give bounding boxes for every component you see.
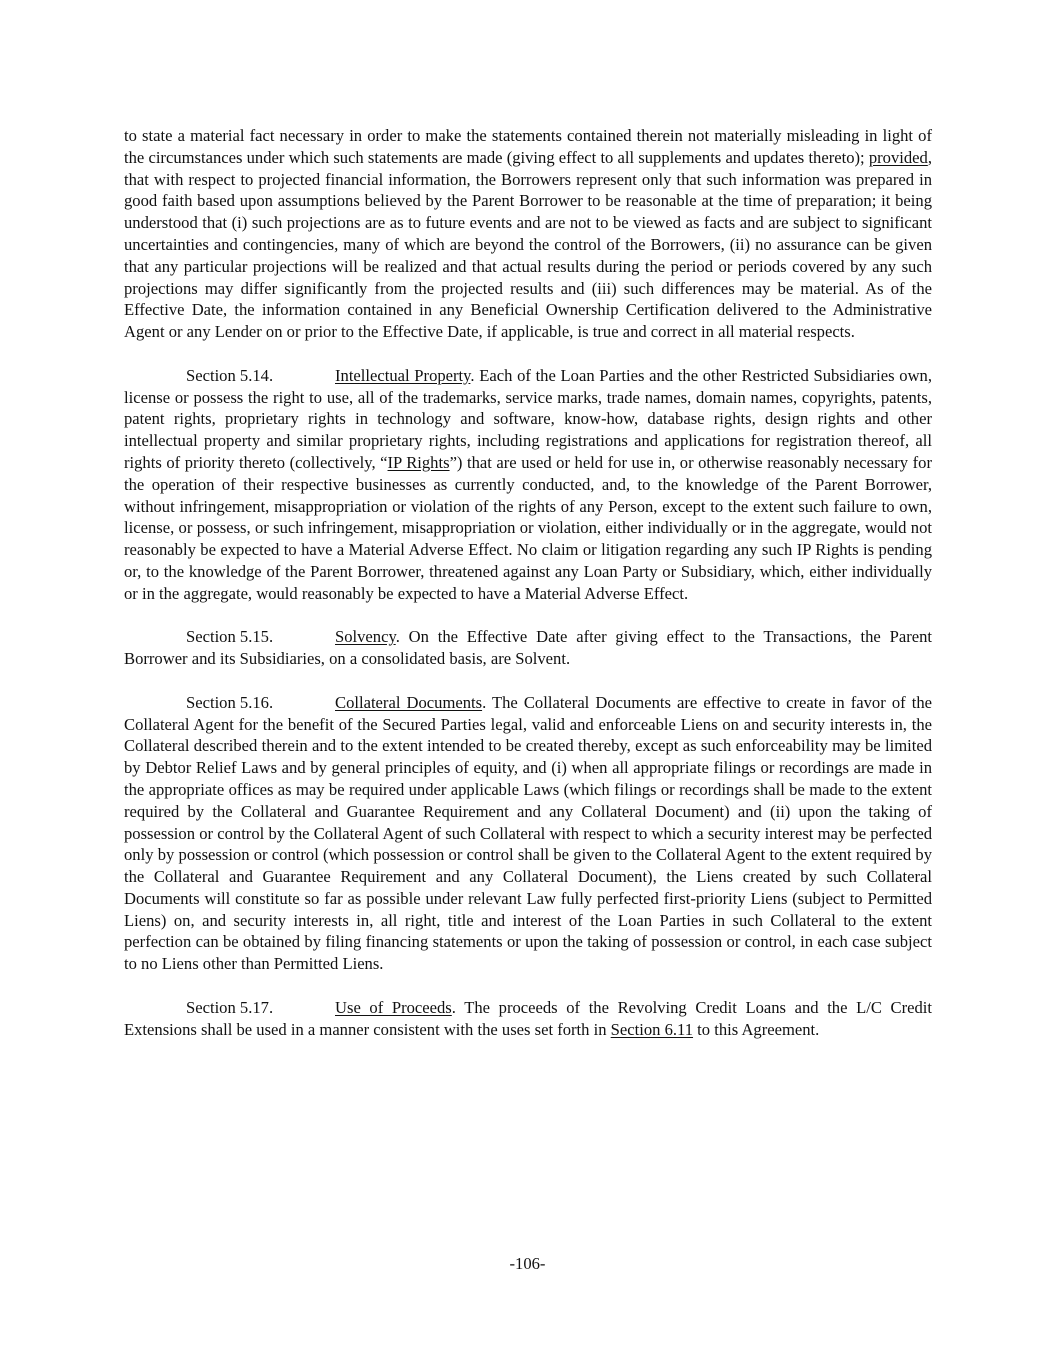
section-5-15 — [124, 626, 932, 670]
section-heading: Use of Proceeds — [335, 997, 452, 1017]
paragraph-text: , that with respect to projected financial information, the Borrowers represent only that such information was prepared in good faith based upon assumptions believed by the Parent Borrower to be reasonable at the time of preparation; it being understood that (i) such projections are as to future events and are not to be viewed as facts and are subject to significant uncertainties and contingencies, many of which are beyond the control of the Borrowers, (ii) no assurance can be given that any particular projections will be realized and that actual results during the period or periods covered by any such projections may differ significantly from the projected results and (iii) such differences may be material. As of the Effective Date, the information contained in any Beneficial Ownership Certification delivered to the Administrative Agent or any Lender on or prior to the Effective Date, if applicable, is true and correct in all material respects. — [124, 147, 932, 342]
page-number: -106- — [509, 1254, 546, 1273]
defined-term-provided: provided — [868, 147, 928, 167]
defined-term-ip-rights: IP Rights — [387, 452, 450, 472]
section-5-16 — [124, 692, 932, 975]
section-number: Section 5.17. — [186, 997, 274, 1017]
section-5-17 — [124, 997, 932, 1041]
paragraph-continuation — [124, 125, 932, 343]
section-text: . On the Effective Date after giving effect to the Transactions, the Parent Borrower and its Subsidiaries, on a consolidated basis, are Solvent. — [124, 627, 932, 669]
section-text: . The Collateral Documents are effective to create in favor of the Collateral Agent for the benefit of the Secured Parties legal, valid and enforceable Liens on and security interests in, the Collateral described therein and to the extent intended to be created thereby, except as such enforceability may be limited by Debtor Relief Laws and by general principles of equity, and (i) when all appropriate filings or recordings are made in the appropriate offices as may be required under applicable Laws (which filings or recordings shall be made to the extent required by the Collateral and Guarantee Requirement and any Collateral Document) and (ii) upon the taking of possession or control by the Collateral Agent of such Collateral with respect to which a security interest may be perfected only by possession or control (which possession or control shall be given to the Collateral Agent to the extent required by the Collateral and Guarantee Requirement and any Collateral Document), the Liens created by such Collateral Documents will constitute so far as possible under relevant Law fully perfected first-priority Liens (subject to Permitted Liens) on, and security interests in, all right, title and interest of the Loan Parties in such Collateral to the extent perfection can be obtained by filing financing statements or upon the taking of possession or control, in each case subject to no Liens other than Permitted Liens. — [124, 692, 932, 974]
section-5-14 — [124, 365, 932, 605]
section-text: . Each of the Loan Parties and the other Restricted Subsidiaries own, license or possess the right to use, all of the trademarks, service marks, trade names, domain names, copyrights, patents, patent rights, proprietary rights in technology and software, know-how, database rights, design rights and other intellectual property and similar proprietary rights, including registrations and applications for registration thereof, all rights of priority thereto (collectively, “ — [124, 365, 932, 472]
section-text: . The proceeds of the Revolving Credit Loans and the L/C Credit Extensions shall be used in a manner consistent with the uses set forth in — [124, 997, 932, 1039]
section-number: Section 5.16. — [186, 692, 274, 712]
section-number: Section 5.15. — [186, 627, 274, 647]
cross-reference-section-6-11: Section 6.11 — [610, 1019, 694, 1039]
section-heading: Collateral Documents — [335, 692, 483, 712]
section-heading: Solvency — [335, 627, 396, 647]
section-text: to this Agreement. — [693, 1019, 820, 1039]
document-body — [124, 125, 932, 1040]
section-heading: Intellectual Property — [335, 365, 471, 385]
paragraph-text: to state a material fact necessary in order to make the statements contained therein not materially misleading in light of the circumstances under which such statements are made (giving effect to all supplements and updates thereto); — [124, 126, 932, 167]
section-text: ”) that are used or held for use in, or otherwise reasonably necessary for the operation of their respective businesses as currently conducted, and, to the knowledge of the Parent Borrower, without infringement, misappropriation or violation of the rights of any Person, except to the extent such failure to own, license, or possess, or such infringement, misappropriation or violation, either individually or in the aggregate, would not reasonably be expected to have a Material Adverse Effect. No claim or litigation regarding any such IP Rights is pending or, to the knowledge of the Parent Borrower, threatened against any Loan Party or Subsidiary, which, either individually or in the aggregate, would reasonably be expected to have a Material Adverse Effect. — [124, 452, 932, 603]
section-number: Section 5.14. — [186, 365, 274, 385]
